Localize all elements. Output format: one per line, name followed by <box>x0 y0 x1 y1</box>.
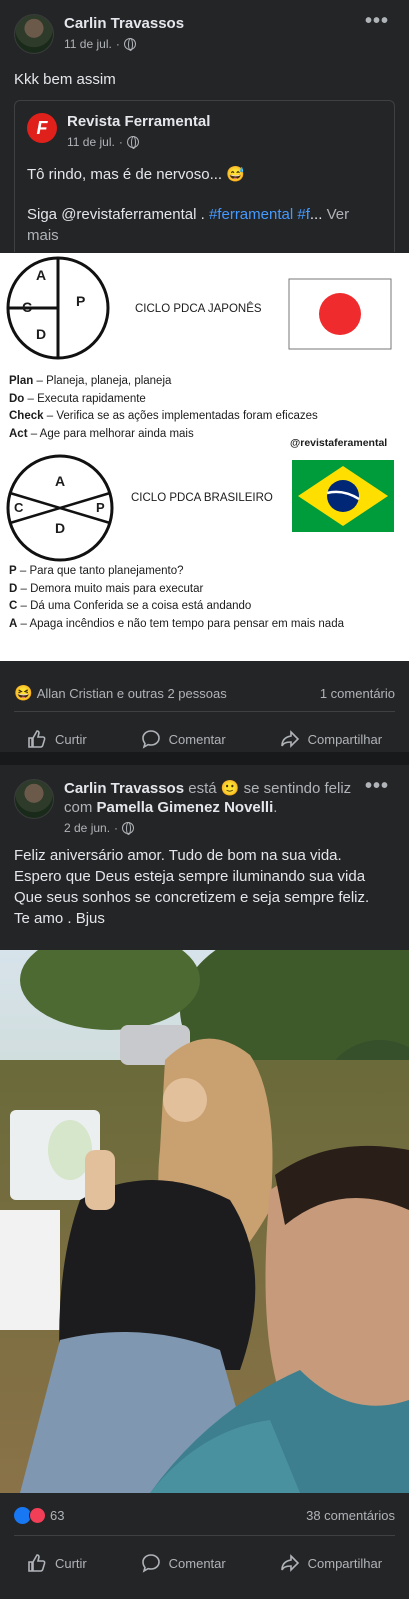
divider <box>14 711 395 712</box>
reaction-bar <box>14 1507 395 1524</box>
comment-icon <box>141 1553 161 1573</box>
shared-line-1: Tô rindo, mas é de nervoso... 😅 <box>27 166 245 183</box>
share-button[interactable]: Compartilhar <box>280 1553 382 1573</box>
divider <box>14 1535 395 1536</box>
wheel1-c: C <box>22 299 33 315</box>
wheel2-c: C <box>14 500 24 515</box>
comment-button[interactable]: Comentar <box>141 729 226 749</box>
globe-icon <box>124 38 136 50</box>
action-bar <box>0 728 409 750</box>
wheel1-a: A <box>36 267 47 283</box>
wheel2-a: A <box>55 473 66 489</box>
reactions-count[interactable]: 63 <box>50 1508 65 1523</box>
author-name[interactable]: Carlin Travassos <box>64 15 185 32</box>
reactions-summary[interactable]: Allan Cristian e outras 2 pessoas <box>36 685 227 701</box>
tagged-person[interactable]: Pamella Gimenez Novelli <box>96 799 274 816</box>
wheel1-d: D <box>36 326 47 342</box>
avatar[interactable] <box>14 779 54 819</box>
share-icon <box>280 1553 300 1573</box>
globe-icon <box>127 136 139 148</box>
more-options-button[interactable]: ••• <box>364 775 389 797</box>
avatar[interactable] <box>14 14 54 54</box>
post-2-footer <box>0 1493 409 1599</box>
shared-line-2: Siga @revistaferramental . #ferramental #f... Ver mais <box>27 206 350 244</box>
reaction-bar <box>14 684 395 702</box>
post-1 <box>0 0 409 752</box>
post-photo[interactable] <box>0 950 409 1493</box>
globe-icon <box>122 822 134 834</box>
handle-watermark: @revistaferamental <box>290 437 388 449</box>
wheel2-p: P <box>96 500 105 515</box>
love-reaction-icon[interactable] <box>29 1507 46 1524</box>
post-text: Kkk bem assim <box>14 71 116 88</box>
like-button[interactable]: Curtir <box>27 1553 87 1573</box>
comments-count[interactable]: 38 comentários <box>306 1508 395 1523</box>
post-title-line: Carlin Travassos está 🙂 se sentindo feliz com Pamella Gimenez Novelli. <box>64 780 352 816</box>
shared-page-name[interactable]: Revista Ferramental <box>67 113 211 130</box>
share-icon <box>280 729 300 749</box>
pdca-image[interactable] <box>0 253 409 661</box>
wheel1-p: P <box>76 293 86 309</box>
japanese-lines: Plan – Planeja, planeja, planeja Do – Executa rapidamente Check – Verifica se as ações implementadas foram eficazes Act – Age para melhorar ainda mais <box>9 375 318 440</box>
comment-icon <box>141 729 161 749</box>
separator: · <box>115 37 120 51</box>
post-date[interactable]: 11 de jul. <box>64 37 112 51</box>
post-date[interactable]: 2 de jun. <box>64 821 111 835</box>
thumbs-up-icon <box>27 1553 47 1573</box>
comments-count[interactable]: 1 comentário <box>319 685 395 701</box>
shared-date[interactable]: 11 de jul. <box>67 135 115 149</box>
feeling-emoji: 🙂 <box>220 780 240 797</box>
shared-post[interactable]: F Revista Ferramental 11 de jul. · Tô rindo, mas é de nervoso... 😅 Siga @revistaferramental . #ferramental #f... Ver mais <box>14 100 395 252</box>
see-more-link[interactable]: Ver mais <box>27 206 350 244</box>
haha-reaction-icon[interactable]: 😆 <box>14 685 33 702</box>
title-brazilian: CICLO PDCA BRASILEIRO <box>131 492 273 504</box>
photo-graphics <box>0 950 409 1493</box>
share-button[interactable]: Compartilhar <box>280 729 382 749</box>
more-options-button[interactable]: ••• <box>364 10 389 32</box>
thumbs-up-icon <box>27 729 47 749</box>
post-header <box>14 14 184 54</box>
hashtag-link[interactable]: #ferramental <box>208 206 294 223</box>
revista-ferramental-logo[interactable]: F <box>27 113 57 143</box>
post-header: Carlin Travassos está 🙂 se sentindo feliz com Pamella Gimenez Novelli. 2 de jun. · <box>14 779 354 835</box>
author-name[interactable]: Carlin Travassos <box>64 780 185 797</box>
like-button[interactable]: Curtir <box>27 729 87 749</box>
title-japanese: CICLO PDCA JAPONÊS <box>135 303 262 315</box>
hashtag-link[interactable]: #f <box>297 206 310 223</box>
brazilian-lines: P – Para que tanto planejamento? D – Demora muito mais para executar C – Dá uma Conferida se a coisa está andando A – Apaga incêndios e não tem tempo para pensar em mais nada <box>9 565 344 630</box>
wheel2-d: D <box>55 520 66 536</box>
comment-button[interactable]: Comentar <box>141 1553 226 1573</box>
action-bar <box>0 1552 409 1574</box>
post-text: Feliz aniversário amor. Tudo de bom na sua vida. Espero que Deus esteja sempre iluminando sua vida Que seus sonhos se concretizem e seja sempre feliz. Te amo . Bjus <box>14 847 370 927</box>
